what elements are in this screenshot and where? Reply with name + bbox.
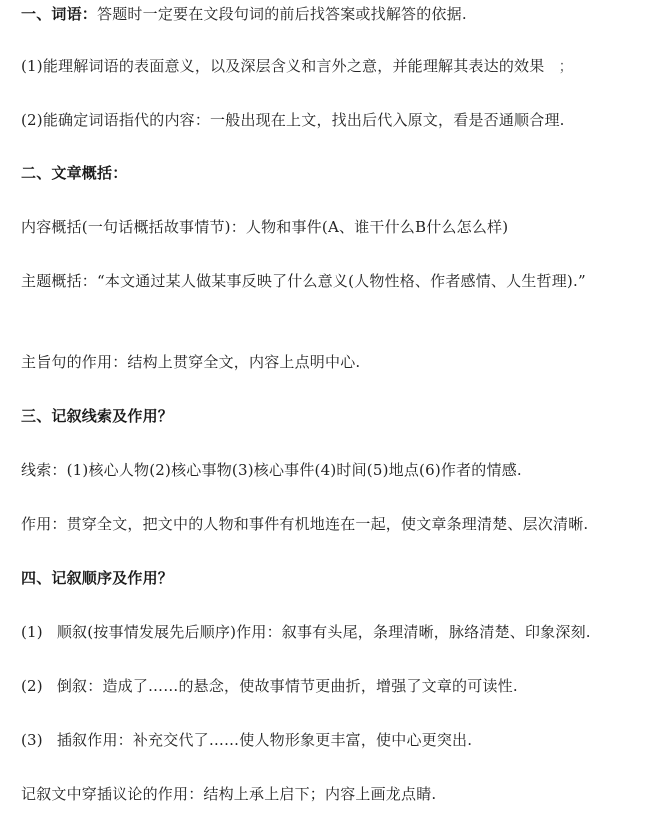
section-1-item-1-text: (1)能理解词语的表面意义，以及深层含义和言外之意，并能理解其表达的效果 [21,57,545,75]
section-4-item-3-number: (3) [21,731,43,749]
section-3-item-2: 作用：贯穿全文，把文中的人物和事件有机地连在一起，使文章条理清楚、层次清晰. [21,515,589,533]
section-1-heading-line [21,1,658,28]
section-4-item-1-number: (1) [21,623,43,641]
section-4-item-3-text: 插叙作用：补充交代了……使人物形象更丰富，使中心更突出. [56,731,473,749]
section-4-item-1 [21,619,658,646]
section-2-heading: 二、文章概括： [21,164,128,182]
section-4-item-1-text: 顺叙(按事情发展先后顺序)作用：叙事有头尾，条理清晰，脉络清楚、印象深刻. [56,623,591,641]
section-1-heading-text: 答题时一定要在文段句词的前后找答案或找解答的依据. [97,5,467,23]
section-1-item-1 [21,53,658,80]
section-1-item-1-trail: ； [558,57,574,75]
section-4-item-3 [21,727,658,754]
section-2-item-3: 主旨句的作用：结构上贯穿全文，内容上点明中心. [21,353,361,371]
section-3-heading: 三、记叙线索及作用？ [21,407,174,425]
section-1-item-2: (2)能确定词语指代的内容：一般出现在上文，找出后代入原文，看是否通顺合理. [21,111,565,129]
section-4-item-4: 记叙文中穿插议论的作用：结构上承上启下；内容上画龙点睛. [21,785,437,803]
section-2-item-1: 内容概括(一句话概括故事情节)：人物和事件(A、谁干什么B什么怎么样) [21,218,509,236]
section-4-item-2-text: 倒叙：造成了……的悬念，使故事情节更曲折，增强了文章的可读性. [56,677,518,695]
section-4-item-2-number: (2) [21,677,43,695]
section-4-heading: 四、记叙顺序及作用？ [21,569,174,587]
section-1-heading: 一、词语： [21,5,98,23]
section-2-item-2: 主题概括：“本文通过某人做某事反映了什么意义(人物性格、作者感情、人生哲理).” [21,272,586,290]
section-3-item-1: 线索：(1)核心人物(2)核心事物(3)核心事件(4)时间(5)地点(6)作者的情感. [21,461,522,479]
section-4-item-2 [21,673,658,700]
